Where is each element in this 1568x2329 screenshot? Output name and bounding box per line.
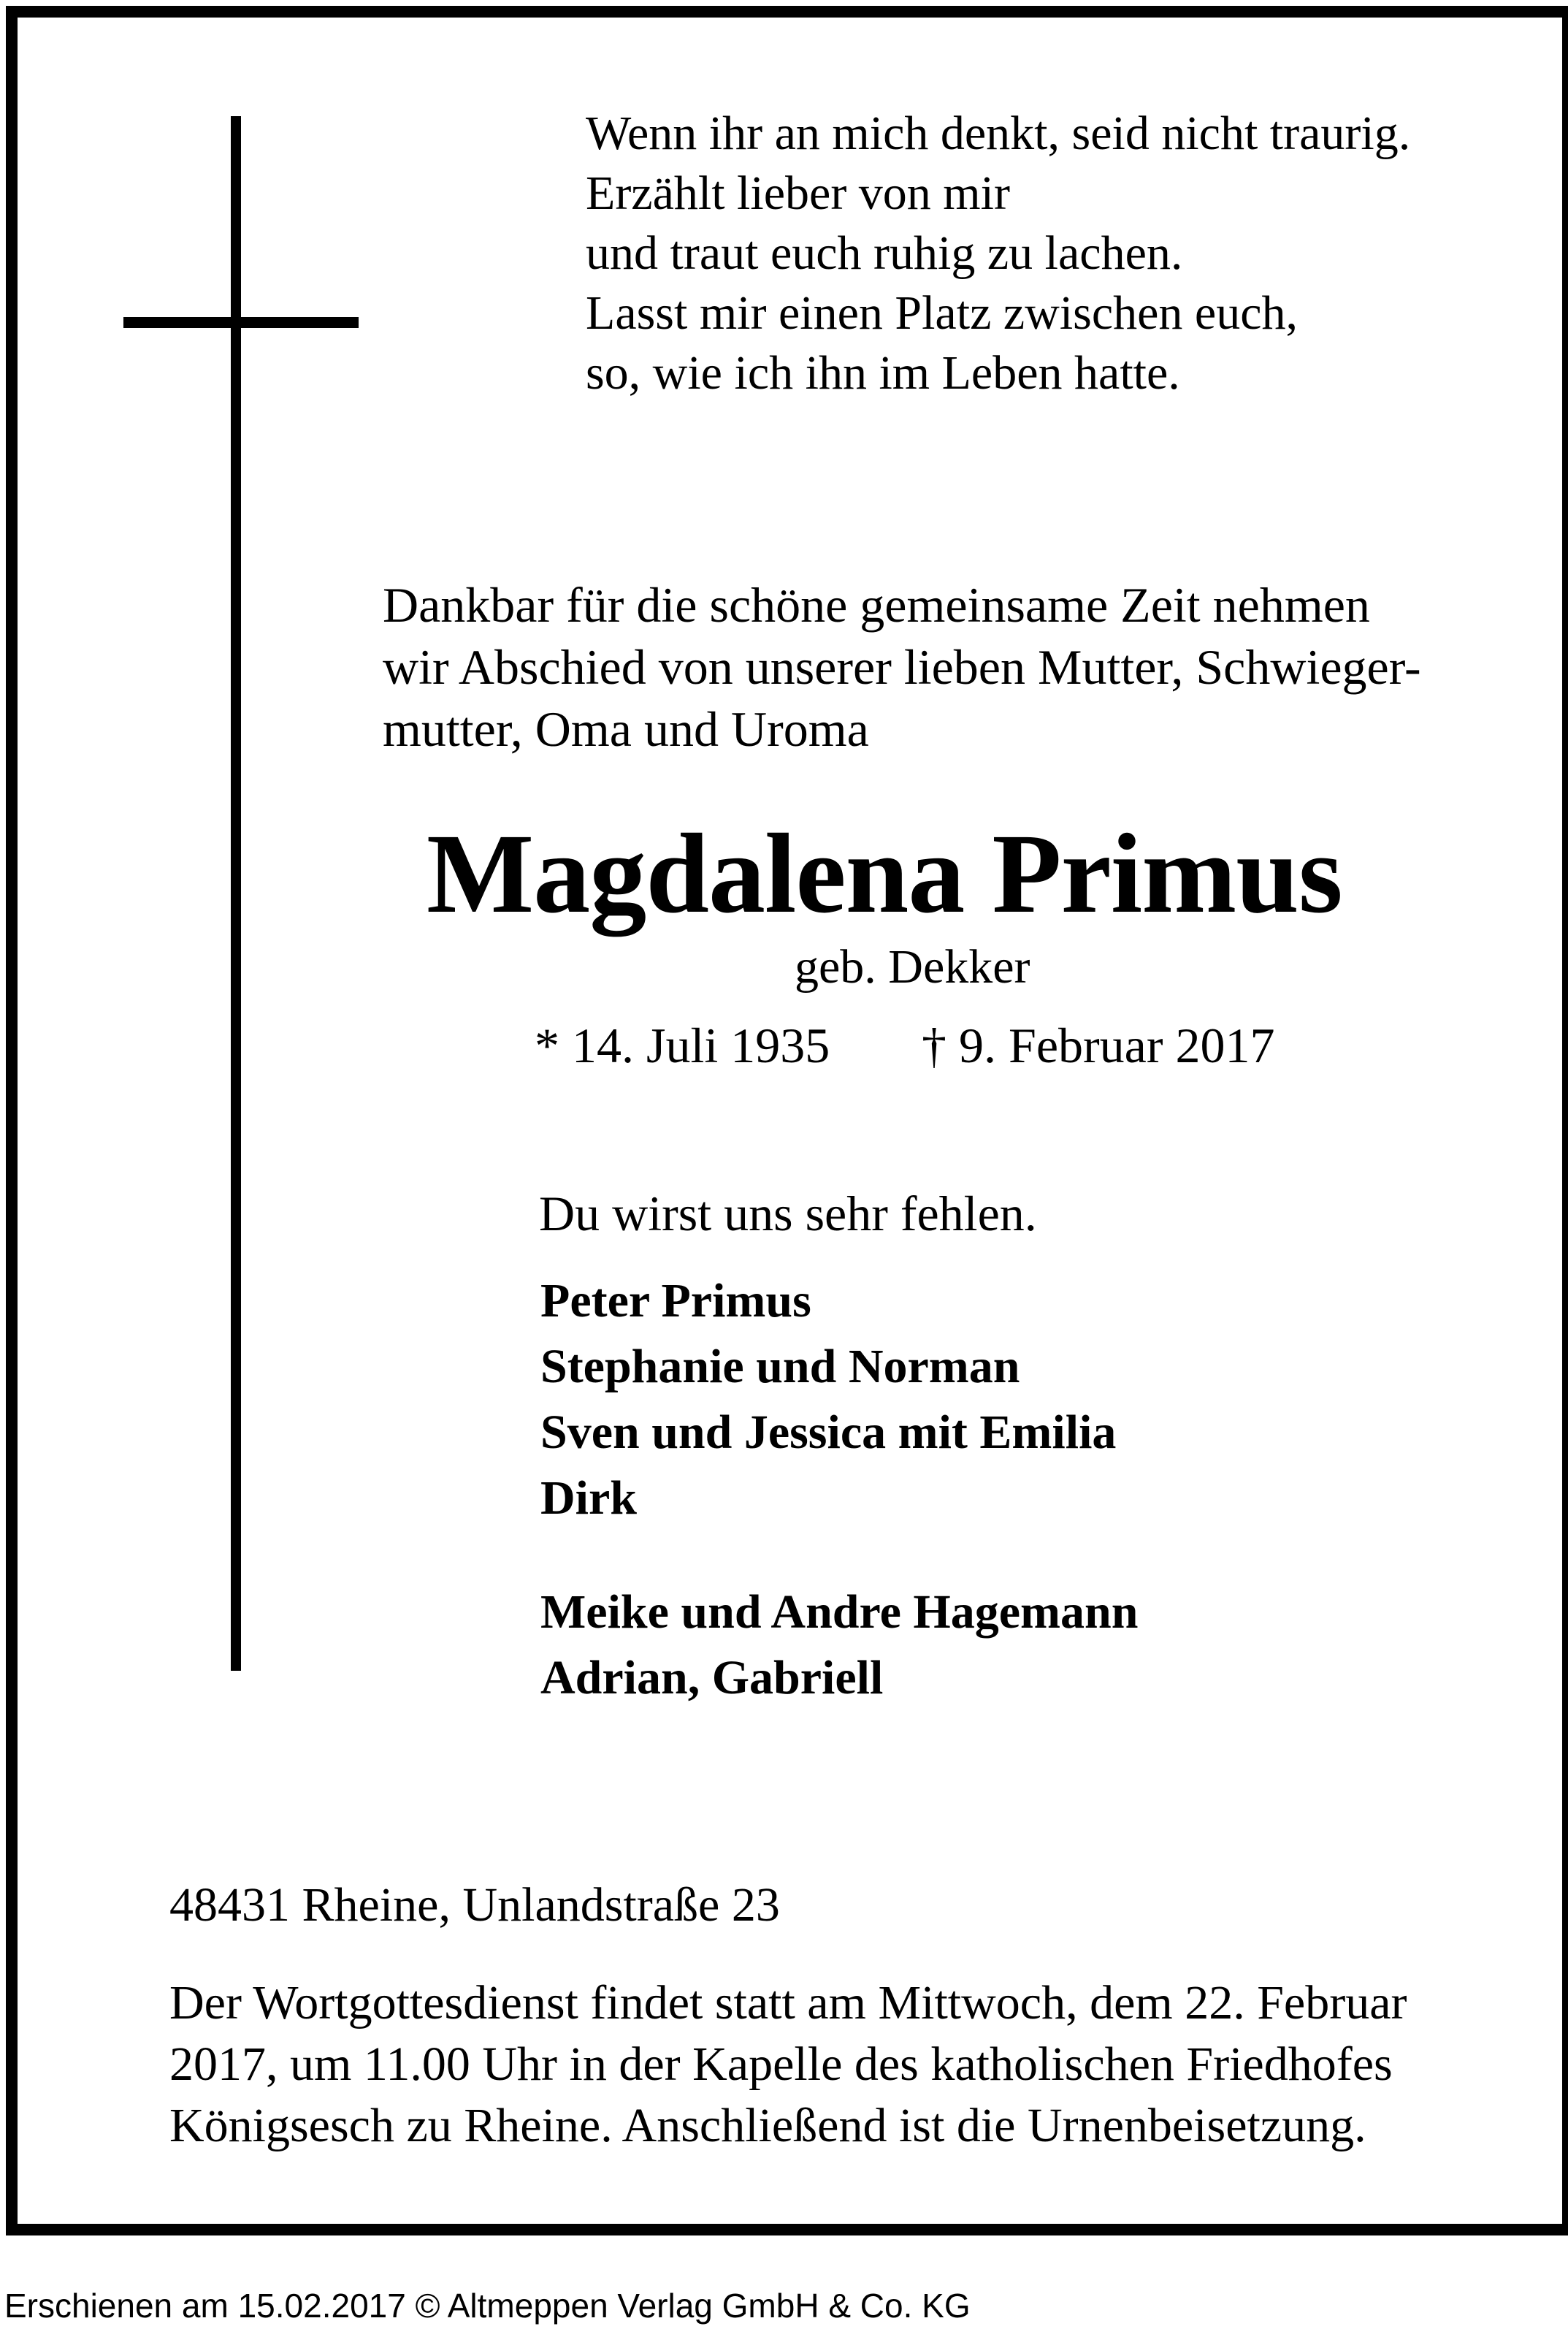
- address: 48431 Rheine, Unlandstraße 23: [169, 1878, 780, 1932]
- service-line: Der Wortgottesdienst findet statt am Mittwoch, dem 22. Februar: [169, 1976, 1407, 2029]
- deceased-name: Magdalena Primus: [427, 810, 1342, 937]
- birth-date: * 14. Juli 1935: [535, 1018, 830, 1073]
- poem-line: Erzählt lieber von mir: [586, 167, 1010, 220]
- service-line: 2017, um 11.00 Uhr in der Kapelle des katholischen Friedhofes: [169, 2038, 1393, 2091]
- intro-text: [383, 574, 1421, 761]
- publication-footer: Erschienen am 15.02.2017 © Altmeppen Verlag GmbH & Co. KG: [4, 2287, 971, 2325]
- service-line: Königsesch zu Rheine. Anschließend ist die Urnenbeisetzung.: [169, 2099, 1366, 2152]
- poem-line: Lasst mir einen Platz zwischen euch,: [586, 286, 1299, 340]
- poem-line: Wenn ihr an mich denkt, seid nicht traurig.: [586, 107, 1411, 160]
- death-date: † 9. Februar 2017: [922, 1018, 1275, 1073]
- cross-icon: [231, 116, 241, 1671]
- intro-line: mutter, Oma und Uroma: [383, 701, 869, 757]
- poem: [586, 104, 1410, 403]
- mourner-name: Sven und Jessica mit Emilia: [540, 1406, 1117, 1459]
- mourners-list-second: [540, 1579, 1138, 1711]
- mourner-name: Peter Primus: [540, 1274, 811, 1327]
- mourner-name: Stephanie und Norman: [540, 1340, 1020, 1393]
- mourner-name: Dirk: [540, 1471, 637, 1525]
- intro-line: wir Abschied von unserer lieben Mutter, Schwieger-: [383, 639, 1421, 695]
- obituary-notice: [6, 6, 1568, 2235]
- birth-name: geb. Dekker: [795, 940, 1030, 994]
- service-info: [169, 1972, 1407, 2157]
- cross-icon-crossbar: [123, 317, 359, 328]
- mourner-name: Meike und Andre Hagemann: [540, 1585, 1139, 1639]
- mourners-list: [540, 1268, 1116, 1531]
- poem-line: und traut euch ruhig zu lachen.: [586, 226, 1183, 280]
- poem-line: so, wie ich ihn im Leben hatte.: [586, 346, 1180, 400]
- intro-line: Dankbar für die schöne gemeinsame Zeit nehmen: [383, 577, 1370, 633]
- mourner-name: Adrian, Gabriell: [540, 1651, 884, 1704]
- farewell-text: Du wirst uns sehr fehlen.: [539, 1186, 1037, 1241]
